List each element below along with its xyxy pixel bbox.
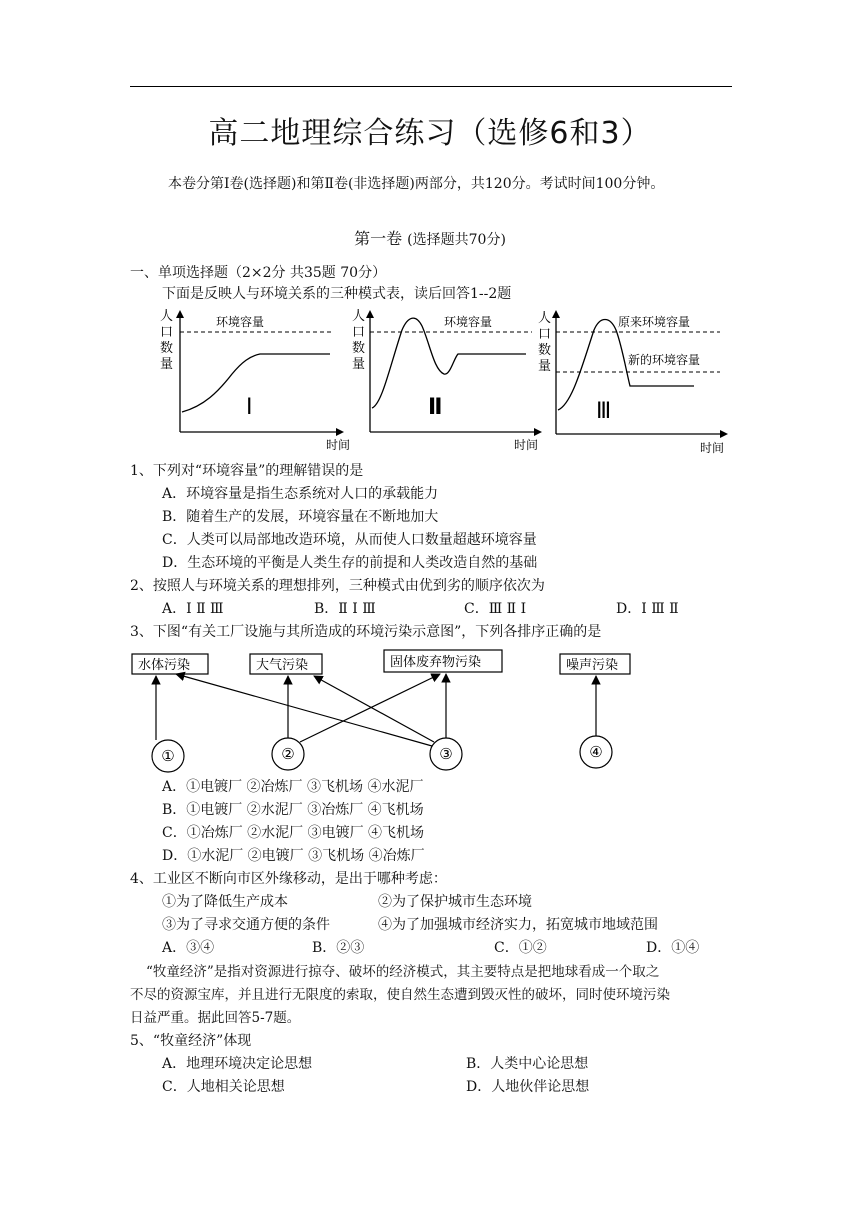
roman-label: Ⅲ [596,399,612,424]
q3-option-c: C．①冶炼厂 ②水泥厂 ③电镀厂 ④飞机场 [162,825,425,841]
part1-instruction: 下面是反映人与环境关系的三种模式表，读后回答1--2题 [162,286,512,302]
q2-stem: 2、按照人与环境关系的理想排列，三种模式由优到劣的顺序依次为 [130,578,545,594]
y-label-3: 数 [160,341,174,356]
y-label-1: 人 [352,309,366,324]
y-label-4: 量 [160,357,174,372]
q3-option-a: A．①电镀厂 ②冶炼厂 ③飞机场 ④水泥厂 [162,779,424,795]
y-label-1: 人 [538,311,552,326]
q4-item-4: ④为了加强城市经济实力，拓宽城市地域范围 [378,917,658,933]
q1-option-a: A．环境容量是指生态系统对人口的承载能力 [162,486,439,502]
q3-option-d: D．①水泥厂 ②电镀厂 ③飞机场 ④冶炼厂 [162,848,425,864]
q4-item-3: ③为了寻求交通方便的条件 [162,917,330,933]
circle-1-label: ① [161,747,175,765]
y-label-2: 口 [538,327,552,342]
q4-option-a: A．③④ [162,940,215,956]
x-label: 时间 [514,438,539,452]
q5-option-b: B．人类中心论思想 [466,1056,589,1072]
q1-option-d: D．生态环境的平衡是人类生存的前提和人类改造自然的基础 [162,555,538,571]
y-axis-arrow [552,310,560,318]
section-name: 第一卷 [354,229,403,248]
air-pollution-label: 大气污染 [256,658,309,673]
new-capacity-label: 新的环境容量 [628,353,701,367]
q1-option-c: C．人类可以局部地改造环境，从而使人口数量超越环境容量 [162,532,537,548]
q5-stem: 5、“牧童经济”体现 [130,1033,252,1049]
water-pollution-label: 水体污染 [138,658,191,673]
y-label-1: 人 [160,309,174,324]
y-label-4: 量 [538,359,552,374]
q3-stem: 3、下图“有关工厂设施与其所造成的环境污染示意图”，下列各排序正确的是 [130,624,602,640]
intro-text: 本卷分第Ⅰ卷(选择题)和第Ⅱ卷(非选择题)两部分，共120分。考试时间100分钟。 [168,176,665,192]
circle-2-label: ② [281,745,295,763]
section-note: (选择题共70分) [407,232,506,248]
passage-line-1: “牧童经济”是指对资源进行掠夺、破坏的经济模式，其主要特点是把地球看成一个取之 [146,964,660,980]
y-label-3: 数 [352,341,366,356]
x-axis-arrow [720,430,728,438]
q4-option-b: B．②③ [312,940,365,956]
original-capacity-label: 原来环境容量 [618,315,691,329]
passage-line-2: 不尽的资源宝库，并且进行无限度的索取，使自然生态遭到毁灭性的破坏，同时使环境污染 [130,987,670,1003]
capacity-label: 环境容量 [444,315,493,329]
q5-option-a: A．地理环境决定论思想 [162,1056,313,1072]
q2-option-b: B．Ⅱ Ⅰ Ⅲ [314,601,376,617]
graph-mode-3 [534,306,730,458]
y-axis-arrow [366,310,374,318]
top-rule [130,86,732,87]
x-label: 时间 [326,438,351,452]
q5-option-d: D．人地伙伴论思想 [466,1079,590,1095]
roman-label: Ⅱ [428,395,443,420]
q2-option-d: D．Ⅰ Ⅲ Ⅱ [616,601,679,617]
x-label: 时间 [700,441,725,455]
population-curve [182,354,330,412]
arrow-3-to-water [176,674,432,746]
capacity-label: 环境容量 [216,315,265,329]
y-label-2: 口 [160,325,174,340]
circle-3-label: ③ [439,745,453,763]
page-title: 高二地理综合练习（选修6和3） [208,116,652,151]
q4-option-d: D．①④ [646,940,700,956]
x-axis-arrow [336,428,344,436]
part1-heading: 一、单项选择题（2×2分 共35题 70分） [130,265,387,281]
q5-option-c: C．人地相关论思想 [162,1079,285,1095]
q4-item-1: ①为了降低生产成本 [162,894,288,910]
y-axis-arrow [176,310,184,318]
q2-option-a: A．Ⅰ Ⅱ Ⅲ [162,601,224,617]
circle-4-label: ④ [589,743,603,761]
passage-line-3: 日益严重。据此回答5-7题。 [130,1010,301,1026]
noise-pollution-label: 噪声污染 [566,658,619,673]
q4-option-c: C．①② [494,940,547,956]
graph-mode-2 [350,306,542,452]
q4-item-2: ②为了保护城市生态环境 [378,894,532,910]
solid-waste-pollution-label: 固体废弃物污染 [390,655,482,670]
q1-option-b: B．随着生产的发展，环境容量在不断地加大 [162,509,439,525]
y-label-3: 数 [538,343,552,358]
section-heading [0,226,860,249]
q2-option-c: C．Ⅲ Ⅱ Ⅰ [464,601,527,617]
q4-stem: 4、工业区不断向市区外缘移动，是出于哪种考虑： [130,871,447,887]
graph-mode-1 [156,306,351,452]
roman-label: Ⅰ [246,395,253,420]
q3-option-b: B．①电镀厂 ②水泥厂 ③冶炼厂 ④飞机场 [162,802,424,818]
arrow-2-to-solid [300,674,440,742]
pollution-diagram [128,642,648,774]
y-label-2: 口 [352,325,366,340]
y-label-4: 量 [352,357,366,372]
q1-stem: 1、下列对“环境容量”的理解错误的是 [130,463,364,479]
